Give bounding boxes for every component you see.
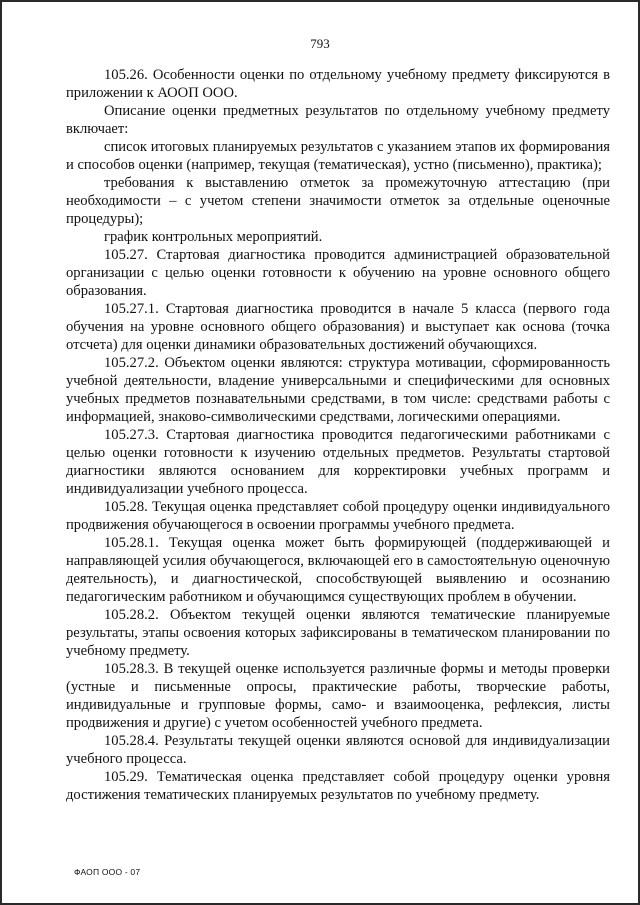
paragraph-105-27-1: 105.27.1. Стартовая диагностика проводится в начале 5 класса (первого года обучения на уровне основного общего образования) и выступает как основа (точка отсчета) для оценки динамики образовательных достижений обучающихся. — [66, 301, 610, 353]
paragraph-105-27: 105.27. Стартовая диагностика проводится администрацией образовательной организации с целью оценки готовности к обучению на уровне основного общего образования. — [66, 247, 610, 299]
paragraph-105-26: 105.26. Особенности оценки по отдельному учебному предмету фиксируются в приложении к АООП ООО. — [66, 67, 610, 101]
paragraph-schedule: график контрольных мероприятий. — [104, 229, 323, 245]
document-body — [66, 66, 610, 804]
paragraph-105-28: 105.28. Текущая оценка представляет собой процедуру оценки индивидуального продвижения обучающегося в освоении программы учебного предмета. — [66, 499, 610, 533]
page-number: 793 — [310, 36, 330, 51]
paragraph-105-28-3: 105.28.3. В текущей оценке используется различные формы и методы проверки (устные и письменные опросы, практические работы, творческие работы, индивидуальные и групповые формы, само- и взаимооценка, рефлексия, листы продвижения и другие) с учетом особенностей учебного предмета. — [66, 661, 610, 731]
paragraph-105-28-1: 105.28.1. Текущая оценка может быть формирующей (поддерживающей и направляющей усилия обучающегося, включающей его в самостоятельную оценочную деятельность), и диагностической, способствующей выявлению и осознанию педагогическим работником и обучающимся существующих проблем в обучении. — [66, 535, 610, 605]
page-edge-top — [0, 0, 640, 2]
paragraph-requirements: требования к выставлению отметок за промежуточную аттестацию (при необходимости – с учетом степени значимости отметок за отдельные оценочные процедуры); — [66, 175, 610, 227]
paragraph-105-28-4: 105.28.4. Результаты текущей оценки являются основой для индивидуализации учебного процесса. — [66, 733, 610, 767]
paragraph-105-28-2: 105.28.2. Объектом текущей оценки являются тематические планируемые результаты, этапы освоения которых зафиксированы в тематическом планировании по учебному предмету. — [66, 607, 610, 659]
paragraph-list-results: список итоговых планируемых результатов с указанием этапов их формирования и способов оценки (например, текущая (тематическая), устно (письменно), практика); — [66, 139, 610, 173]
paragraph-105-27-2: 105.27.2. Объектом оценки являются: структура мотивации, сформированность учебной деятельности, владение универсальными и специфическими для основных учебных предметов познавательными средствами, в том числе: средствами работы с информацией, знаково-символическими средствами, логическими операциями. — [66, 355, 610, 425]
paragraph-105-27-3: 105.27.3. Стартовая диагностика проводится педагогическими работниками с целью оценки готовности к изучению отдельных предметов. Результаты стартовой диагностики являются основанием для корректировки учебных программ и индивидуализации учебного процесса. — [66, 427, 610, 497]
paragraph-105-29: 105.29. Тематическая оценка представляет собой процедуру оценки уровня достижения тематических планируемых результатов по учебному предмету. — [66, 769, 610, 803]
page-edge-left — [0, 0, 2, 905]
paragraph-description: Описание оценки предметных результатов по отдельному учебному предмету включает: — [66, 103, 610, 137]
page-footer: ФАОП ООО - 07 — [74, 867, 141, 877]
